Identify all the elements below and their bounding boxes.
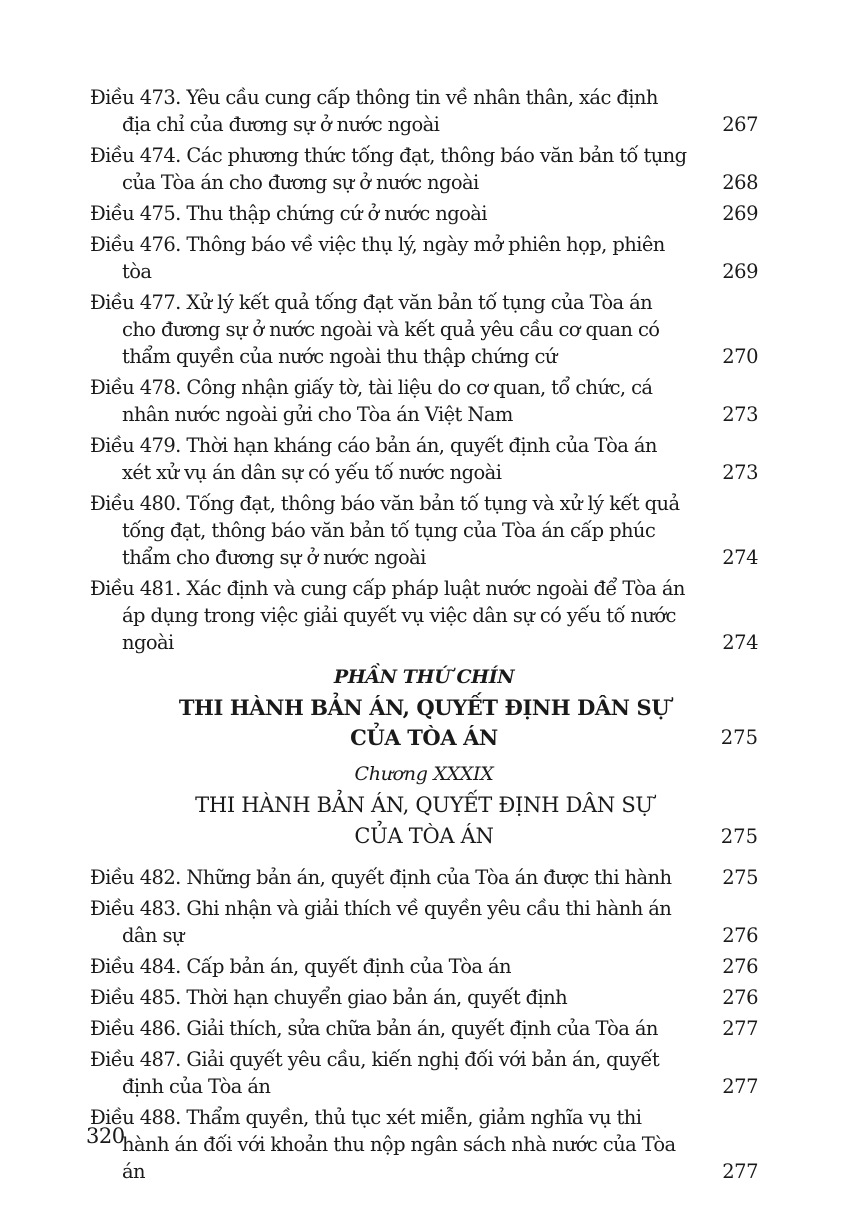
part-heading	[90, 693, 758, 753]
toc-entry-title: Điều 483. Ghi nhận và giải thích về quyền yêu cầu thi hành án dân sự	[90, 897, 672, 947]
toc-entry	[90, 1046, 758, 1100]
chapter-title-line1: THI HÀNH BẢN ÁN, QUYẾT ĐỊNH DÂN SỰ	[195, 793, 653, 817]
table-of-contents	[90, 84, 758, 1189]
toc-entry-title: Điều 474. Các phương thức tống đạt, thông báo văn bản tố tụng của Tòa án cho đương sự ở nước ngoài	[90, 144, 687, 194]
toc-entry	[90, 374, 758, 428]
toc-entry-title: Điều 473. Yêu cầu cung cấp thông tin về nhân thân, xác định địa chỉ của đương sự ở nước ngoài	[90, 86, 658, 136]
toc-entry-page: 274	[722, 631, 758, 654]
toc-entry-page: 276	[722, 955, 758, 978]
toc-list-bottom	[90, 864, 758, 1185]
toc-entry-title: Điều 480. Tống đạt, thông báo văn bản tố tụng và xử lý kết quả tống đạt, thông báo văn bản tố tụng của Tòa án cấp phúc thẩm cho đương sự ở nước ngoài	[90, 492, 680, 569]
part-title-line1: THI HÀNH BẢN ÁN, QUYẾT ĐỊNH DÂN SỰ	[178, 695, 670, 720]
toc-entry-title: Điều 475. Thu thập chứng cứ ở nước ngoài	[90, 202, 487, 225]
toc-entry	[90, 231, 758, 285]
toc-entry-title: Điều 487. Giải quyết yêu cầu, kiến nghị đối với bản án, quyết định của Tòa án	[90, 1048, 660, 1098]
toc-entry-page: 268	[722, 171, 758, 194]
toc-entry-title: Điều 484. Cấp bản án, quyết định của Tòa án	[90, 955, 511, 978]
toc-entry-page: 276	[722, 924, 758, 947]
part-label: PHẦN THỨ CHÍN	[333, 666, 515, 688]
toc-entry-page: 277	[722, 1075, 758, 1098]
page-number: 320	[86, 1124, 125, 1148]
toc-entry	[90, 432, 758, 486]
toc-entry-title: Điều 478. Công nhận giấy tờ, tài liệu do cơ quan, tổ chức, cá nhân nước ngoài gửi cho Tòa án Việt Nam	[90, 376, 653, 426]
toc-entry	[90, 864, 758, 891]
toc-entry-title: Điều 477. Xử lý kết quả tống đạt văn bản tố tụng của Tòa án cho đương sự ở nước ngoài và kết quả yêu cầu cơ quan có thẩm quyền của nước ngoài thu thập chứng cứ	[90, 291, 660, 368]
toc-entry-page: 273	[722, 403, 758, 426]
toc-entry-page: 267	[722, 113, 758, 136]
toc-entry-title: Điều 486. Giải thích, sửa chữa bản án, quyết định của Tòa án	[90, 1017, 658, 1040]
chapter-label: Chương XXXIX	[354, 763, 494, 785]
toc-entry-title: Điều 481. Xác định và cung cấp pháp luật nước ngoài để Tòa án áp dụng trong việc giải quyết vụ việc dân sự có yếu tố nước ngoài	[90, 577, 685, 654]
toc-list-top	[90, 84, 758, 656]
part-title-line2: CỦA TÒA ÁN	[350, 725, 498, 750]
chapter-title-line2: CỦA TÒA ÁN	[354, 824, 494, 848]
toc-entry	[90, 1015, 758, 1042]
toc-entry	[90, 895, 758, 949]
chapter-heading	[90, 790, 758, 852]
toc-entry-title: Điều 485. Thời hạn chuyển giao bản án, quyết định	[90, 986, 568, 1009]
toc-entry-page: 274	[722, 546, 758, 569]
toc-entry	[90, 490, 758, 571]
toc-entry-page: 277	[722, 1160, 758, 1183]
toc-entry-title: Điều 482. Những bản án, quyết định của Tòa án được thi hành	[90, 866, 672, 889]
toc-entry-page: 276	[722, 986, 758, 1009]
toc-entry-title: Điều 488. Thẩm quyền, thủ tục xét miễn, giảm nghĩa vụ thi hành án đối với khoản thu nộp ngân sách nhà nước của Tòa án	[90, 1106, 676, 1183]
toc-entry-page: 277	[722, 1017, 758, 1040]
toc-entry-page: 270	[722, 345, 758, 368]
toc-entry-page: 269	[722, 202, 758, 225]
toc-entry	[90, 1104, 758, 1185]
part-page: 275	[720, 726, 758, 749]
toc-entry-page: 269	[722, 260, 758, 283]
toc-entry	[90, 84, 758, 138]
toc-entry	[90, 289, 758, 370]
toc-entry-title: Điều 476. Thông báo về việc thụ lý, ngày mở phiên họp, phiên tòa	[90, 233, 665, 283]
toc-entry-page: 275	[722, 866, 758, 889]
toc-entry-title: Điều 479. Thời hạn kháng cáo bản án, quyết định của Tòa án xét xử vụ án dân sự có yếu tố nước ngoài	[90, 434, 657, 484]
toc-entry	[90, 142, 758, 196]
toc-entry	[90, 984, 758, 1011]
toc-entry	[90, 200, 758, 227]
chapter-page: 275	[720, 825, 758, 848]
toc-entry-page: 273	[722, 461, 758, 484]
toc-entry	[90, 575, 758, 656]
toc-entry	[90, 953, 758, 980]
